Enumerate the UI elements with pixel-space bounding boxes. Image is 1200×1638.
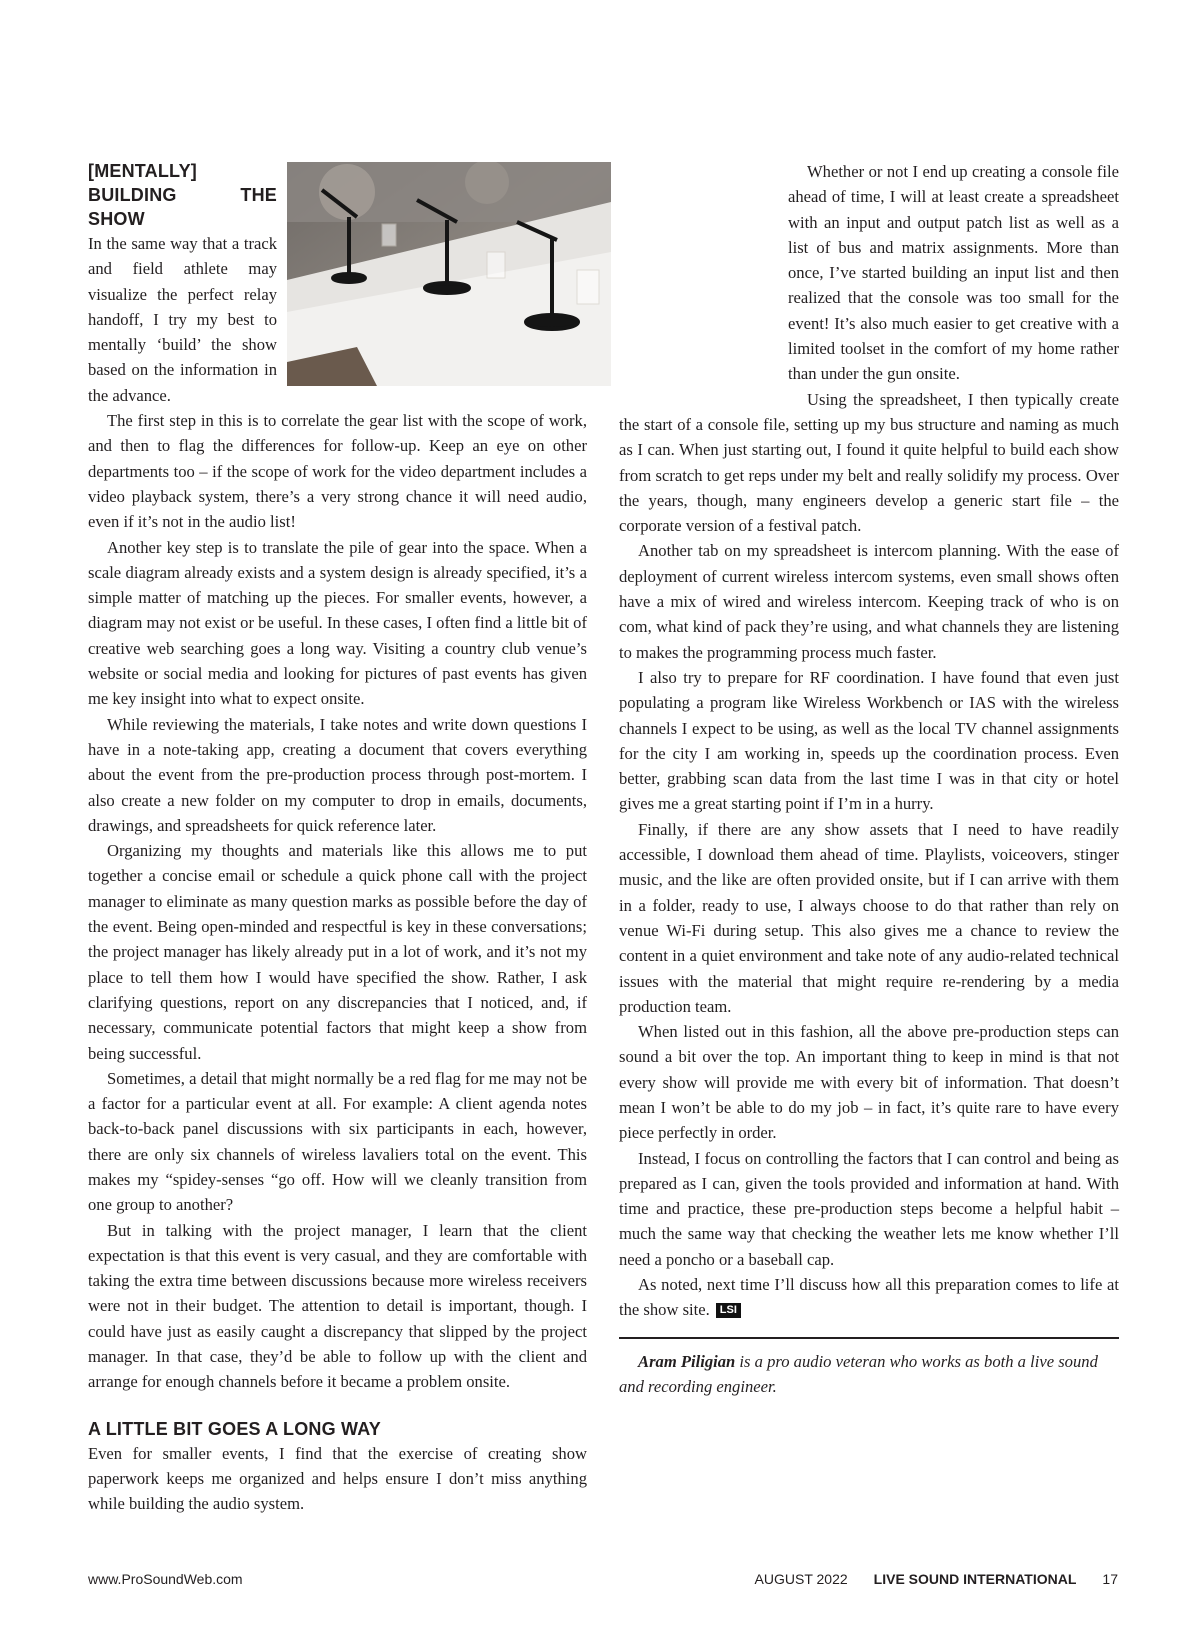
paragraph: I also try to prepare for RF coordination. I have found that even just populating a program like Wireless Workbench or IAS with the wireless channels I expect to be using, as well as the local TV channel assignments for the city I am working in, speeds up the coordination process. Even better, grabbing scan data from the last time I was in that city or hotel gives me a great starting point if I’m in a hurry. [619, 667, 1119, 814]
bio-description: is a pro audio veteran who works as both a live sound and recording engineer. [619, 1351, 1098, 1396]
bio-text [619, 1349, 1119, 1400]
footer-magazine-name: LIVE SOUND INTERNATIONAL [873, 1571, 1077, 1587]
paragraph: Another key step is to translate the pile of gear into the space. When a scale diagram already exists and a system design is already specified, it’s a simple matter of matching up the pieces. For smaller events, however, a diagram may not exist or be useful. In these cases, I often find a little bit of creative web searching goes a long way. Visiting a country club venue’s website or social media and looking for pictures of past events has given me key insight into what to expect onsite. [88, 537, 587, 709]
paragraph: But in talking with the project manager, I learn that the client expectation is that this event is very casual, and they are comfortable with taking the extra time between discussions because more wireless receivers were not in their budget. The attention to detail is important, though. I could have just as easily caught a discrepancy that slipped by the project manager. In that case, they’d be able to follow up with the client and arrange for enough channels before it became a problem onsite. [88, 1220, 587, 1392]
paragraph: Sometimes, a detail that might normally be a red flag for me may not be a factor for a particular event at all. For example: A client agenda notes back-to-back panel discussions with six participants in each, however, there are only six channels of wireless lavaliers total on the event. This makes my “spidey-senses “go off. How will we cleanly transition from one group to another? [88, 1068, 587, 1215]
paragraph: Whether or not I end up creating a console file ahead of time, I will at least create a spreadsheet with an input and output patch list as well as a list of bus and matrix assignments. More than once, I’ve started building an input list and then realized that the console was too small for the event! It’s also much easier to get creative with a limited toolset in the comfort of my home rather than under the gun onsite. [788, 162, 1119, 384]
right-column [619, 159, 1119, 1399]
page-number: 17 [1102, 1571, 1118, 1587]
author-bio [619, 1337, 1119, 1400]
author-name: Aram Piligian [638, 1351, 736, 1371]
paragraph: Finally, if there are any show assets that I need to have readily accessible, I download them ahead of time. Playlists, voiceovers, stinger music, and the like are often provided onsite, but if I can arrive with them in a folder, ready to use, I always choose to do that rather than rely on venue Wi-Fi during setup. This also gives me a chance to review the content in a quiet environment and take note of any audio-related technical issues with the material that might require re-rendering by a media production team. [619, 819, 1119, 1016]
paragraph: When listed out in this fashion, all the above pre-production steps can sound a bit over the top. An important thing to keep in mind is that not every show will provide me with every bit of information. That doesn’t mean I won’t be able to do my job – in fact, it’s quite rare to have every piece perfectly in order. [619, 1022, 1119, 1143]
paragraph: In the same way that a track and field athlete may visualize the perfect relay handoff, I try my best to mentally ‘build’ the show based on the information in the advance. [88, 234, 277, 405]
closing-text: As noted, next time I’ll discuss how all this preparation comes to life at the show site. [619, 1275, 1119, 1320]
lsi-end-mark: LSI [716, 1303, 741, 1318]
paragraph: While reviewing the materials, I take notes and write down questions I have in a note-taking app, creating a document that covers everything about the event from the pre-production process through post-mortem. I also create a new folder on my computer to drop in emails, documents, drawings, and spreadsheets for quick reference later. [88, 714, 587, 835]
footer-issue-date: AUGUST 2022 [754, 1571, 848, 1587]
paragraph: Even for smaller events, I find that the exercise of creating show paperwork keeps me organized and helps ensure I don’t miss anything while building the audio system. [88, 1443, 587, 1514]
paragraph: Organizing my thoughts and materials like this allows me to put together a concise email or schedule a quick phone call with the project manager to eliminate as many question marks as possible before the day of the event. Being open-minded and respectful is key in these conversations; the project manager has likely already put in a lot of work, and it’s not my place to tell them how I would have specified the show. Rather, I ask clarifying questions, report on any discrepancies that I noticed, and, if necessary, communicate potential factors that might keep a show from being successful. [88, 841, 587, 1063]
paragraph: Another tab on my spreadsheet is intercom planning. With the ease of deployment of current wireless intercom systems, even small shows often have a mix of wired and wireless intercom. Keeping track of who is on com, what kind of pack they’re using, and what channels they are listening to makes the programming process much faster. [619, 541, 1119, 662]
paragraph: Instead, I focus on controlling the factors that I can control and being as prepared as I can, given the tools provided and information at hand. With time and practice, these pre-production steps become a helpful habit – much the same way that checking the weather lets me know whether I’ll need a poncho or a baseball cap. [619, 1148, 1119, 1269]
paragraph: Using the spreadsheet, I then typically create the start of a console file, setting up my bus structure and naming as much as I can. When just starting out, I found it quite helpful to build each show from scratch to get reps under my belt and really solidify my process. Over the years, though, many engineers develop a generic start file – the corporate version of a festival patch. [619, 389, 1119, 536]
footer-url: www.ProSoundWeb.com [88, 1571, 243, 1587]
closing-paragraph [619, 1272, 1119, 1323]
section-heading-building-the-show: [MENTALLY] BUILDING THE SHOW [88, 161, 277, 229]
section-heading-a-little-bit: A LITTLE BIT GOES A LONG WAY [88, 1418, 381, 1439]
page-footer [88, 1571, 1118, 1591]
footer-right [729, 1571, 1118, 1587]
paragraph: The first step in this is to correlate the gear list with the scope of work, and then to flag the differences for follow-up. Keep an eye on other departments too – if the scope of work for the video department includes a video playback system, there’s a very strong chance it will need audio, even if it’s not in the audio list! [88, 411, 587, 532]
